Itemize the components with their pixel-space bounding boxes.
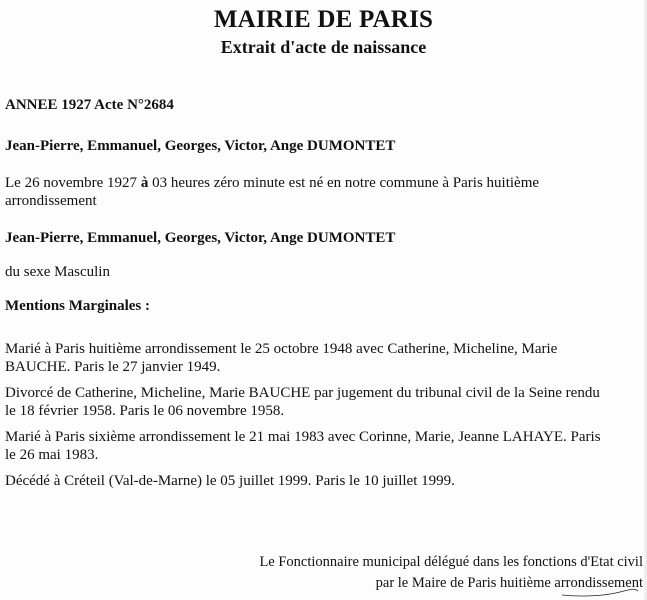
birth-statement-a: à — [140, 175, 149, 191]
signature-line-1: Le Fonctionnaire municipal délégué dans les fonctions d'Etat civil — [259, 554, 643, 570]
person-full-name-repeat: Jean-Pierre, Emmanuel, Georges, Victor, Ange DUMONTET — [5, 230, 396, 246]
birth-statement-line-2: arrondissement — [5, 193, 97, 209]
mention-2-line-2: le 18 février 1958. Paris le 06 novembre 1958. — [5, 403, 285, 419]
birth-statement-pre: Le 26 novembre 1927 — [5, 175, 141, 191]
document-subtitle: Extrait d'acte de naissance — [220, 37, 427, 57]
person-full-name: Jean-Pierre, Emmanuel, Georges, Victor, Ange DUMONTET — [5, 138, 396, 154]
acte-reference: ANNEE 1927 Acte N°2684 — [5, 97, 174, 113]
birth-statement-post: 03 heures zéro minute est né en notre commune à Paris huitième — [148, 175, 540, 191]
mentions-heading: Mentions Marginales : — [5, 298, 150, 314]
document-title: MAIRIE DE PARIS — [213, 6, 434, 33]
birth-statement-line-1 — [5, 174, 539, 192]
mention-4-line-1: Décédé à Créteil (Val-de-Marne) le 05 juillet 1999. Paris le 10 juillet 1999. — [5, 473, 455, 489]
mention-2-line-1: Divorcé de Catherine, Micheline, Marie BAUCHE par jugement du tribunal civil de la Seine rendu — [5, 385, 600, 401]
mention-1-line-2: BAUCHE. Paris le 27 janvier 1949. — [5, 359, 221, 375]
mention-3-line-2: le 26 mai 1983. — [5, 447, 99, 463]
mention-3-line-1: Marié à Paris sixième arrondissement le 21 mai 1983 avec Corinne, Marie, Jeanne LAHAYE. Paris — [5, 429, 601, 445]
signature-line-2: par le Maire de Paris huitième arrondissement — [375, 575, 643, 591]
mention-1-line-1: Marié à Paris huitième arrondissement le 25 octobre 1948 avec Catherine, Micheline, Marie — [5, 341, 558, 357]
sex-statement: du sexe Masculin — [5, 264, 110, 280]
